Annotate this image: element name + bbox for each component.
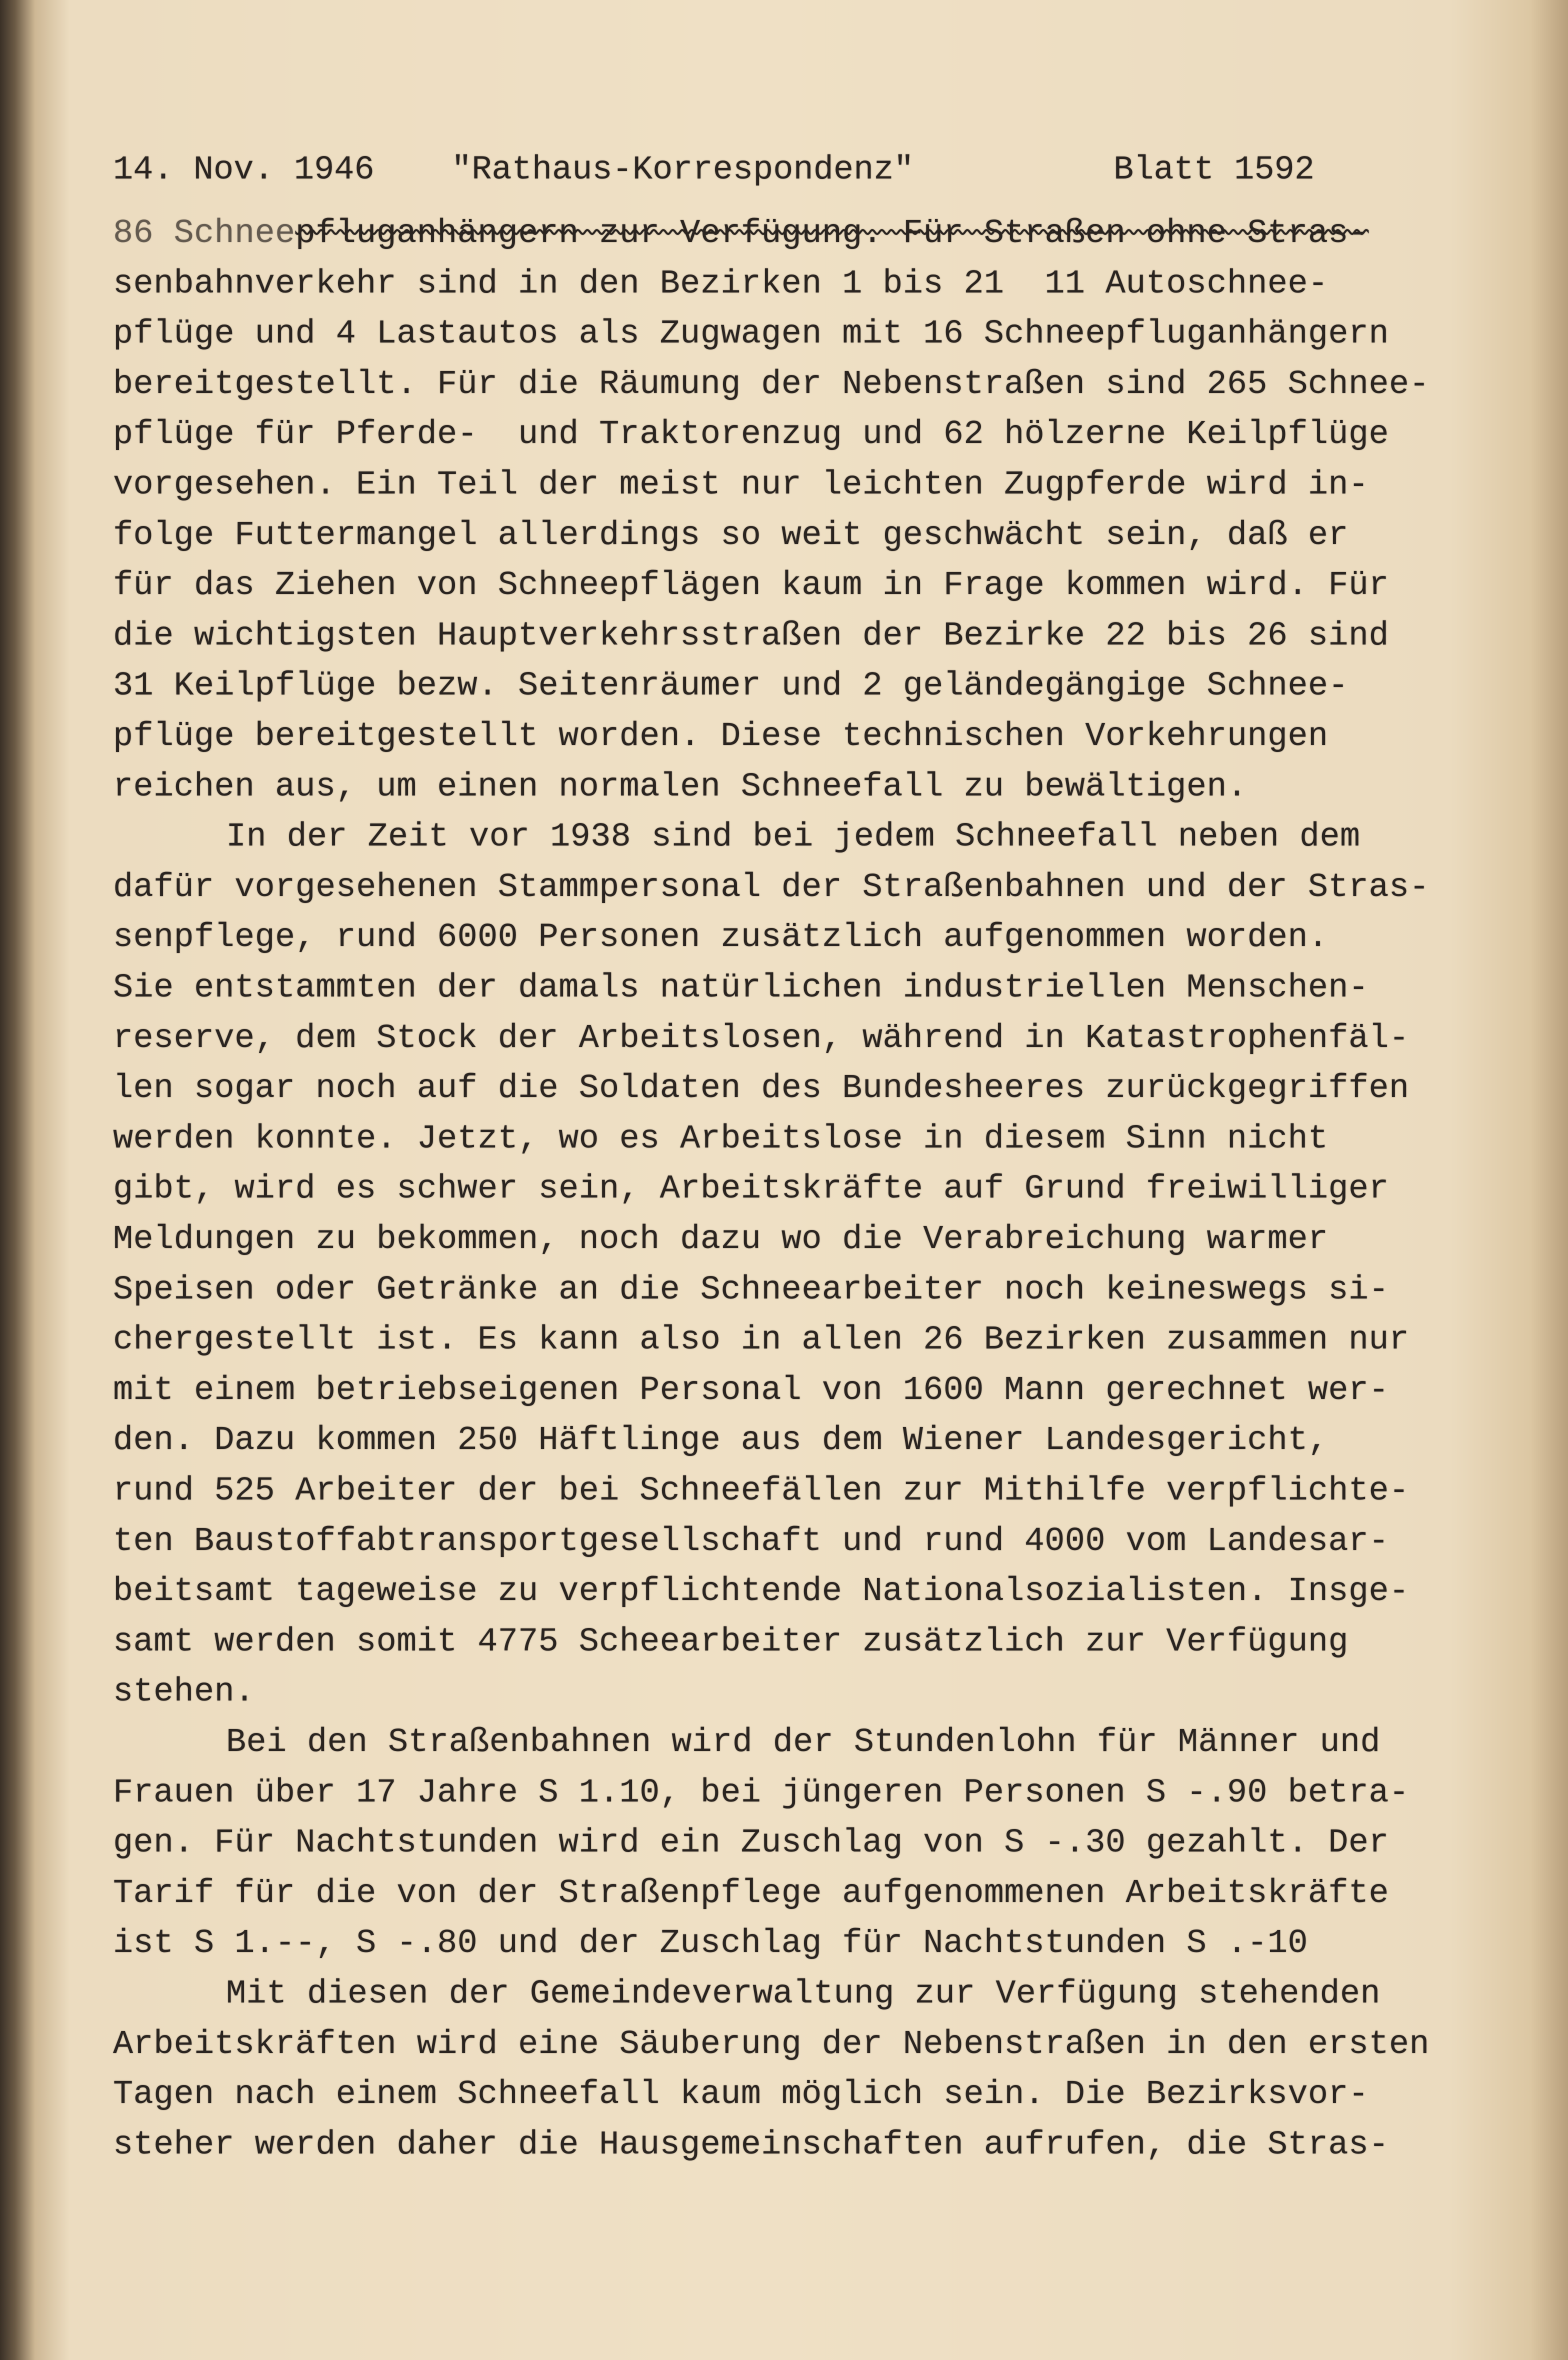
text-line: ten Baustoffabtransportgesellschaft und rund 4000 vom Landesar-	[113, 1522, 1389, 1560]
text-line: Arbeitskräften wird eine Säuberung der Nebenstraßen in den ersten	[113, 2025, 1430, 2064]
text-line: rund 525 Arbeiter der bei Schneefällen zur Mithilfe verpflichte-	[113, 1472, 1410, 1510]
text-line: vorgesehen. Ein Teil der meist nur leichten Zugpferde wird in-	[113, 466, 1369, 504]
text-line: pflüge bereitgestellt worden. Diese technischen Vorkehrungen	[113, 718, 1328, 756]
text-line: pflüge für Pferde- und Traktorenzug und 62 hölzerne Keilpflüge	[113, 416, 1389, 454]
text-line: steher werden daher die Hausgemeinschaften aufrufen, die Stras-	[113, 2126, 1389, 2164]
text-line: pflüge und 4 Lastautos als Zugwagen mit 16 Schneepfluganhängern	[113, 315, 1389, 354]
text-line: den. Dazu kommen 250 Häftlinge aus dem Wiener Landesgericht,	[113, 1422, 1328, 1460]
text-line: In der Zeit vor 1938 sind bei jedem Schneefall neben dem	[226, 818, 1360, 856]
text-line: Bei den Straßenbahnen wird der Stundenlohn für Männer und	[226, 1724, 1380, 1762]
text-line: die wichtigsten Hauptverkehrsstraßen der Bezirke 22 bis 26 sind	[113, 616, 1389, 655]
text-line: bereitgestellt. Für die Räumung der Nebenstraßen sind 265 Schnee-	[113, 365, 1430, 404]
text-line: senpflege, rund 6000 Personen zusätzlich aufgenommen worden.	[113, 918, 1328, 957]
text-line: reserve, dem Stock der Arbeitslosen, während in Katastrophenfäl-	[113, 1019, 1410, 1058]
text-line: folge Futtermangel allerdings so weit geschwächt sein, daß er	[113, 516, 1348, 554]
text-line: Tarif für die von der Straßenpflege aufgenommenen Arbeitskräfte	[113, 1874, 1389, 1912]
text-line: chergestellt ist. Es kann also in allen 26 Bezirken zusammen nur	[113, 1321, 1410, 1360]
first-line-struck-text: pfluganhängern zur Verfügung. Für Straßen ohne Stras-	[295, 214, 1369, 252]
first-line-prefix: 86 Schnee	[113, 214, 296, 252]
text-line: Frauen über 17 Jahre S 1.10, bei jüngeren Personen S -.90 betra-	[113, 1774, 1410, 1812]
text-line: Speisen oder Getränke an die Schneearbeiter noch keineswegs si-	[113, 1270, 1389, 1309]
text-line: Tagen nach einem Schneefall kaum möglich sein. Die Bezirksvor-	[113, 2076, 1369, 2114]
text-line: len sogar noch auf die Soldaten des Bundesheeres zurückgegriffen	[113, 1070, 1410, 1108]
text-line: gen. Für Nachtstunden wird ein Zuschlag von S -.30 gezahlt. Der	[113, 1824, 1389, 1862]
text-line: Sie entstammten der damals natürlichen industriellen Menschen-	[113, 969, 1369, 1007]
text-line: werden konnte. Jetzt, wo es Arbeitslose in diesem Sinn nicht	[113, 1120, 1328, 1158]
text-line: 31 Keilpflüge bezw. Seitenräumer und 2 geländegängige Schnee-	[113, 667, 1348, 706]
text-line: mit einem betriebseigenen Personal von 1600 Mann gerechnet wer-	[113, 1371, 1389, 1410]
text-line: samt werden somit 4775 Scheearbeiter zusätzlich zur Verfügung	[113, 1622, 1348, 1661]
text-line: beitsamt tageweise zu verpflichtende Nationalsozialisten. Insge-	[113, 1572, 1410, 1611]
text-line: ist S 1.--, S -.80 und der Zuschlag für Nachtstunden S .-10	[113, 1924, 1308, 1963]
text-line: gibt, wird es schwer sein, Arbeitskräfte auf Grund freiwilliger	[113, 1170, 1389, 1208]
text-line: dafür vorgesehenen Stammpersonal der Straßenbahnen und der Stras-	[113, 868, 1430, 906]
text-line: Meldungen zu bekommen, noch dazu wo die Verabreichung warmer	[113, 1220, 1328, 1258]
text-line: senbahnverkehr sind in den Bezirken 1 bis 21 11 Autoschnee-	[113, 264, 1328, 303]
header-sheet-number: Blatt 1592	[1114, 151, 1315, 189]
header-date: 14. Nov. 1946	[113, 151, 374, 189]
header-publication: "Rathaus-Korrespondenz"	[452, 151, 914, 189]
text-line: reichen aus, um einen normalen Schneefall zu bewältigen.	[113, 768, 1248, 806]
text-line: stehen.	[113, 1673, 255, 1712]
struck-first-line	[113, 208, 1368, 258]
text-line: für das Ziehen von Schneepflägen kaum in Frage kommen wird. Für	[113, 566, 1389, 605]
text-line: Mit diesen der Gemeindeverwaltung zur Verfügung stehenden	[226, 1975, 1380, 2013]
